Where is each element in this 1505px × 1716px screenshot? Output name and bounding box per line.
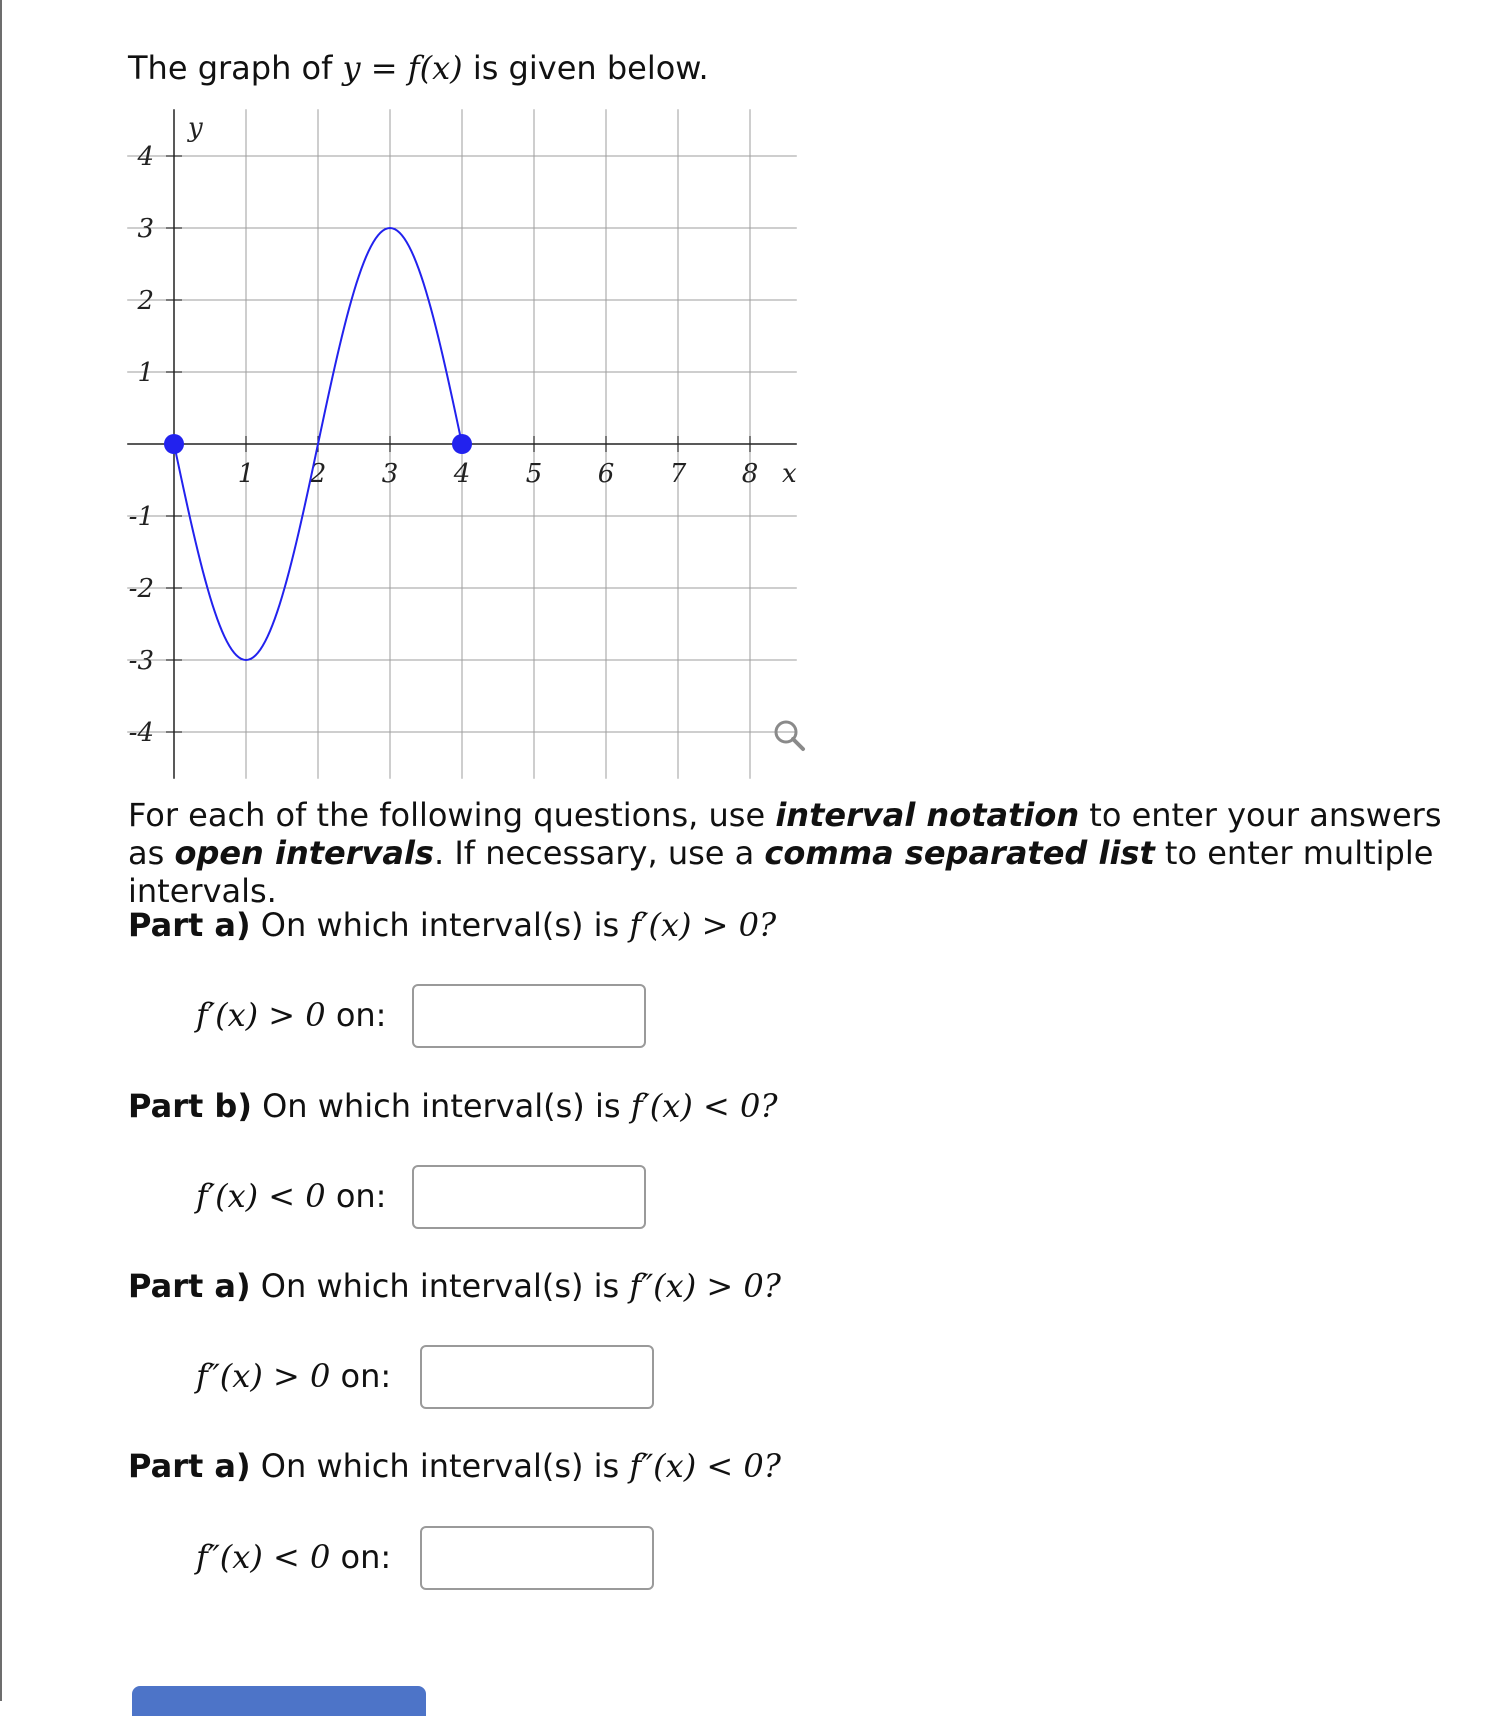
answer-input-fprime-negative[interactable] (412, 1165, 646, 1229)
instructions-emphasis-2: open intervals (174, 834, 434, 872)
x-tick-label: 7 (669, 459, 687, 489)
instructions-emphasis-1: interval notation (775, 796, 1080, 834)
x-tick-label: 2 (309, 459, 327, 489)
question-label: Part a) (128, 906, 251, 944)
y-tick-label: 1 (137, 358, 154, 388)
x-tick-label: 1 (237, 459, 255, 489)
instructions-text-2: to enter your answers as (128, 796, 1442, 872)
instructions-text-4: to enter multiple intervals. (128, 834, 1434, 910)
submit-button[interactable] (132, 1686, 426, 1716)
instructions (128, 796, 1448, 910)
question-text: On which interval(s) is (250, 1267, 630, 1305)
answer-label-2 (196, 1174, 386, 1218)
question-part-3 (128, 1264, 781, 1308)
answer-input-fprime-positive[interactable] (412, 984, 646, 1048)
question-label: Part a) (128, 1267, 251, 1305)
question-label: Part b) (128, 1087, 252, 1125)
y-tick-label: 3 (137, 214, 154, 244)
magnifier-icon[interactable] (776, 722, 803, 749)
answer-label-1 (196, 993, 386, 1037)
answer-math: f″(x) < 0 (196, 1538, 331, 1576)
answer-math: f′(x) > 0 (196, 996, 326, 1034)
answer-math: f′(x) < 0 (196, 1177, 326, 1215)
answer-label-4 (196, 1535, 391, 1579)
answer-suffix: on: (325, 1177, 387, 1215)
answer-suffix: on: (330, 1538, 392, 1576)
intro-pre: The graph of (128, 49, 343, 87)
answer-suffix: on: (330, 1357, 392, 1395)
answer-math: f″(x) > 0 (196, 1357, 331, 1395)
question-text: On which interval(s) is (251, 1087, 631, 1125)
intro-math: y = f(x) (342, 49, 463, 87)
question-part-1 (128, 903, 776, 947)
y-tick-label: -4 (128, 718, 154, 748)
question-math: f′(x) > 0? (629, 906, 777, 944)
y-tick-label: -2 (128, 574, 154, 604)
question-part-4 (128, 1444, 781, 1488)
answer-suffix: on: (325, 996, 387, 1034)
intro-post: is given below. (462, 49, 709, 87)
instructions-text-3: . If necessary, use a (433, 834, 765, 872)
y-tick-label: 4 (137, 142, 154, 172)
question-math: f′(x) < 0? (630, 1087, 778, 1125)
x-tick-label: 3 (381, 459, 399, 489)
answer-input-fdoubleprime-positive[interactable] (420, 1345, 654, 1409)
question-label: Part a) (128, 1447, 251, 1485)
x-tick-label: 5 (525, 459, 543, 489)
instructions-emphasis-3: comma separated list (764, 834, 1155, 872)
y-tick-label: 2 (137, 286, 154, 316)
question-math: f″(x) < 0? (629, 1447, 781, 1485)
x-tick-label: 6 (597, 459, 615, 489)
window-left-border (0, 0, 2, 1701)
question-part-2 (128, 1084, 777, 1128)
y-axis-label: y (188, 113, 203, 143)
y-tick-label: -1 (128, 502, 154, 532)
intro-text (128, 44, 709, 92)
endpoint-dot (164, 434, 184, 454)
tick-labels (129, 142, 759, 748)
instructions-text-1: For each of the following questions, use (128, 796, 776, 834)
endpoint-dot (452, 434, 472, 454)
question-math: f″(x) > 0? (629, 1267, 781, 1305)
x-tick-label: 4 (453, 459, 471, 489)
question-text: On which interval(s) is (250, 1447, 630, 1485)
question-text: On which interval(s) is (250, 906, 630, 944)
x-tick-label: 8 (741, 459, 759, 489)
y-tick-label: -3 (128, 646, 154, 676)
answer-label-3 (196, 1354, 391, 1398)
answer-input-fdoubleprime-negative[interactable] (420, 1526, 654, 1590)
x-axis-label: x (782, 459, 797, 489)
function-graph (118, 100, 818, 780)
